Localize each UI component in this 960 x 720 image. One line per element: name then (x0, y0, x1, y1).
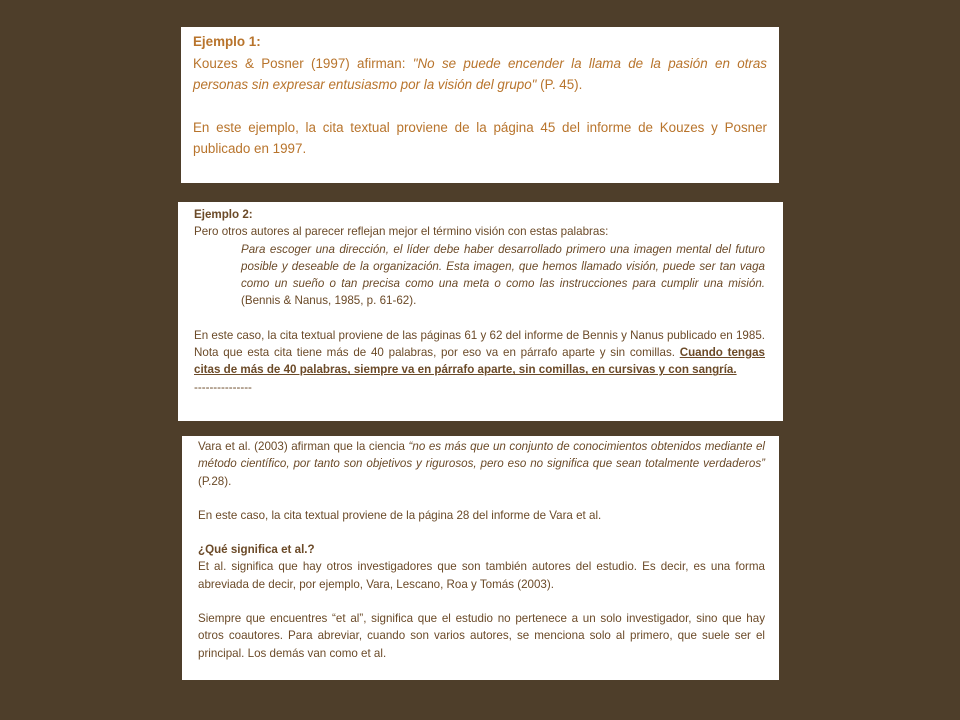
example-1-title: Ejemplo 1: (193, 34, 261, 49)
example-3-quote: “no es más que un conjunto de conocimientos obtenidos mediante el método científico, por tanto son objetivos y rigurosos, pero eso no significa que sean totalmente verdaderos” (198, 440, 765, 471)
example-1-citation (193, 53, 767, 96)
example-3-panel (182, 436, 779, 680)
example-2-intro: Pero otros autores al parecer reflejan mejor el término visión con estas palabras: (194, 225, 609, 239)
example-2-panel (178, 202, 783, 421)
example-1-quote: "No se puede encender la llama de la pasión en otras personas sin expresar entusiasmo por la visión del grupo" (193, 55, 767, 92)
example-3-page-ref: (P.28). (198, 474, 232, 488)
example-2-explanation: En este caso, la cita textual proviene de las páginas 61 y 62 del informe de Bennis y Nanus publicado en 1985. Nota que esta cita tiene más de 40 palabras, por eso va en párrafo aparte y sin comillas. (194, 328, 765, 360)
example-2-rule: Cuando tengas citas de más de 40 palabras, siempre va en párrafo aparte, sin comillas, en cursivas y con sangría. (194, 346, 765, 377)
et-al-answer: Et al. significa que hay otros investigadores que son también autores del estudio. Es decir, es una forma abreviada de decir, por ejemplo, Vara, Lescano, Roa y Tomás (2003). (198, 560, 765, 591)
example-2-separator: --------------- (194, 380, 252, 394)
et-al-question: ¿Qué significa et al.? (198, 543, 315, 557)
example-1-page-ref: (P. 45). (536, 77, 583, 92)
example-2-block-quote: Para escoger una dirección, el líder debe haber desarrollado primero una imagen mental del futuro posible y deseable de la organización. Esta imagen, que hemos llamado visión, puede ser tan vaga como un sueño o tan precisa como una meta o como las instrucciones para cumplir una misión. (241, 242, 765, 291)
example-3-explanation: En este caso, la cita textual proviene de la página 28 del informe de Vara et al. (198, 508, 602, 522)
example-1-intro: Kouzes & Posner (1997) afirman: (193, 55, 413, 71)
et-al-closing: Siempre que encuentres “et al”, significa que el estudio no pertenece a un solo investigador, sino que hay otros coautores. Para abreviar, cuando son varios autores, se menciona solo al primero, que suele ser el principal. Los demás van como et al. (198, 612, 765, 660)
example-3-citation (198, 438, 765, 490)
example-2-explanation-paragraph (194, 327, 765, 379)
example-1-panel (181, 27, 779, 183)
example-2-block-quote-paragraph (241, 241, 765, 310)
example-3-intro: Vara et al. (2003) afirman que la ciencia (198, 440, 409, 453)
example-1-explanation: En este ejemplo, la cita textual proviene de la página 45 del informe de Kouzes y Posner publicado en 1997. (193, 119, 767, 156)
example-2-block-ref: (Bennis & Nanus, 1985, p. 61-62). (241, 294, 417, 308)
example-2-title: Ejemplo 2: (194, 208, 253, 221)
